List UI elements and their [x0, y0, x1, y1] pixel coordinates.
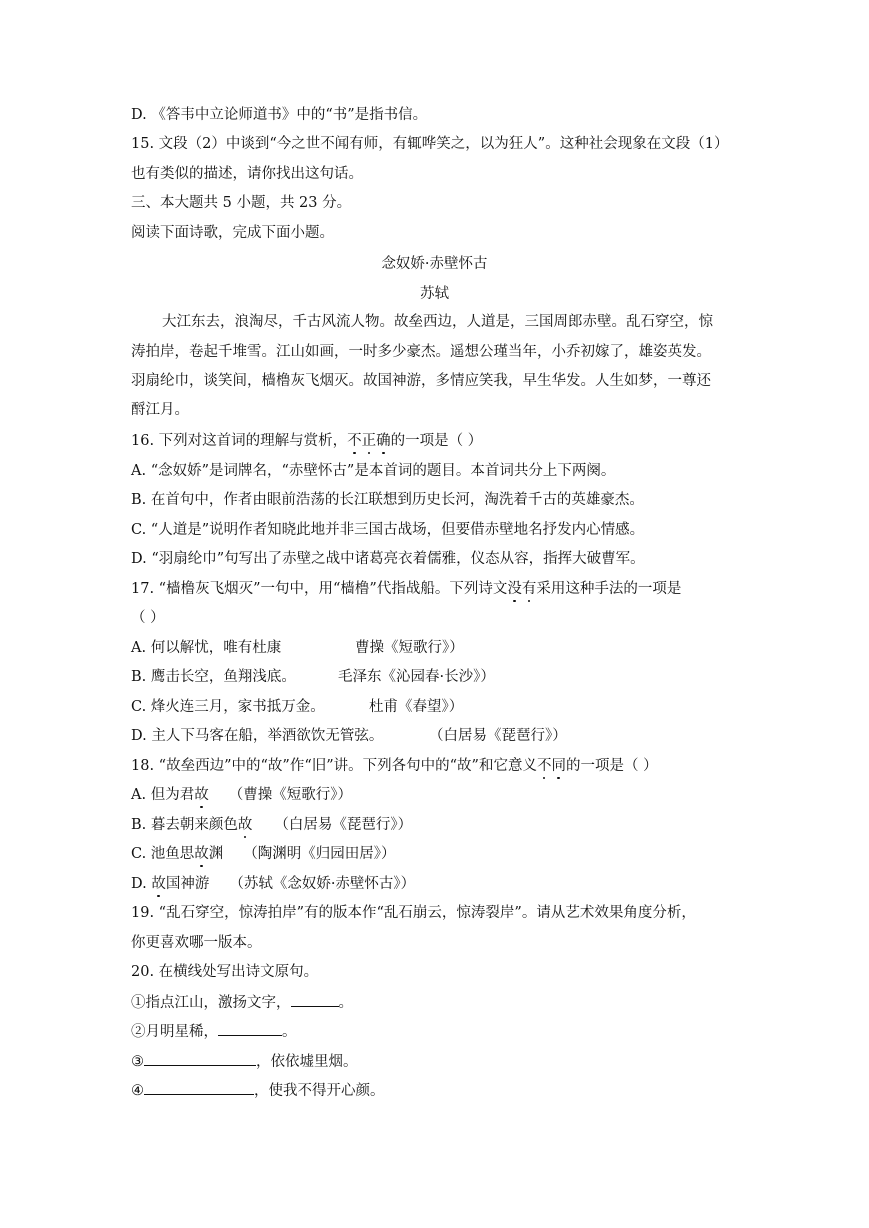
poem-line-1: 大江东去，浪淘尽，千古风流人物。故垒西边，人道是，三国周郎赤壁。乱石穿空，惊 — [162, 314, 713, 330]
q18-c-text-2: 渊 — [208, 846, 224, 862]
q16-option-d: D. “羽扇纶巾”句写出了赤壁之战中诸葛亮衣着儒雅，仪态从容，指挥大破曹军。 — [131, 551, 645, 567]
q18-d-label: D. — [131, 876, 152, 892]
q20-3-text: ，依依墟里烟。 — [256, 1054, 358, 1070]
q18-c-text: C. 池鱼思 — [131, 846, 195, 862]
emphasis-char: 不 — [347, 433, 362, 449]
question-16-stem — [131, 431, 738, 451]
question-19-line-2: 你更喜欢哪一版本。 — [131, 935, 262, 951]
emphasis-char: 同 — [551, 758, 566, 774]
question-19-line-1: 19. “乱石穿空，惊涛拍岸”有的版本作“乱石崩云，惊涛裂岸”。请从艺术效果角度分析， — [131, 905, 696, 921]
q18-b-source: （白居易《琵琶行》） — [274, 817, 413, 833]
question-15-line-2: 也有类似的描述，请你找出这句话。 — [131, 166, 363, 182]
q18-option-c — [131, 844, 738, 864]
q18-c-source: （陶渊明《归园田居》） — [243, 846, 396, 862]
q17-a-source: 曹操《短歌行》） — [355, 640, 464, 656]
q17-text-a: 17. “樯橹灰飞烟灭”一句中，用“樯橹”代指战船。下列诗文 — [131, 581, 508, 597]
q20-item-2 — [131, 1021, 738, 1042]
option-d-previous: D. 《答韦中立论师道书》中的“书”是指书信。 — [131, 107, 428, 123]
answer-blank[interactable] — [291, 992, 339, 1007]
q18-a-text: A. 但为君 — [131, 787, 195, 803]
q18-option-b — [131, 815, 738, 835]
section-three-heading: 三、本大题共 5 小题，共 23 分。 — [131, 195, 352, 211]
question-15-line-1: 15. 文段（2）中谈到“今之世不闻有师，有辄哗笑之，以为狂人”。这种社会现象在文段（1） — [131, 136, 729, 152]
q17-option-d — [131, 726, 738, 746]
q17-stem-parens: （ ） — [131, 610, 165, 626]
q20-1-text: ①指点江山，激扬文字， — [131, 995, 291, 1011]
poem-title: 念奴娇·赤壁怀古 — [381, 256, 488, 272]
emphasis-char: 有 — [521, 581, 537, 597]
q18-option-d — [131, 874, 738, 894]
q20-item-4 — [131, 1080, 738, 1101]
emphasis-char: 确 — [376, 433, 391, 449]
question-18-stem — [131, 756, 738, 776]
q20-2-end: 。 — [282, 1024, 297, 1040]
q17-option-a — [131, 638, 738, 658]
q18-d-source: （苏轼《念奴娇·赤壁怀古》） — [229, 876, 416, 892]
q20-4-text: ，使我不得开心颜。 — [254, 1083, 385, 1099]
question-17-stem — [131, 579, 738, 599]
q18-b-text: B. 暮去朝来颜色 — [131, 817, 238, 833]
q17-d-source: （白居易《琵琶行》） — [429, 728, 567, 744]
q17-b-source: 毛泽东《沁园春·长沙》） — [338, 669, 495, 685]
emphasis-char: 故 — [151, 876, 166, 892]
poem-author: 苏轼 — [420, 286, 449, 302]
q17-c-source: 杜甫《春望》） — [369, 699, 464, 715]
q16-option-a: A. “念奴娇”是词牌名，“赤壁怀古”是本首词的题目。本首词共分上下两阕。 — [131, 463, 616, 479]
q18-a-source: （曹操《短歌行》） — [228, 787, 352, 803]
emphasis-char: 正 — [361, 433, 377, 449]
emphasis-char: 故 — [194, 787, 209, 803]
q16-option-b: B. 在首句中，作者由眼前浩荡的长江联想到历史长河，淘洗着千古的英雄豪杰。 — [131, 492, 644, 508]
q17-a-text: A. 何以解忧，唯有杜康 — [131, 640, 282, 656]
answer-blank[interactable] — [144, 1051, 256, 1066]
poem-line-4: 酹江月。 — [131, 402, 189, 418]
q17-text-d: 采用这种手法的一项是 — [536, 581, 682, 597]
answer-blank[interactable] — [218, 1021, 282, 1036]
answer-blank[interactable] — [144, 1080, 254, 1095]
q20-2-text: ②月明星稀， — [131, 1024, 218, 1040]
emphasis-char: 不 — [536, 758, 552, 774]
q18-text-a: 18. “故垒西边”中的“故”作“旧”讲。下列各句中的“故”和它意义 — [131, 758, 537, 774]
q17-d-text: D. 主人下马客在船，举酒欲饮无管弦。 — [131, 728, 384, 744]
q18-option-a — [131, 785, 738, 805]
q20-4-num: ④ — [131, 1083, 144, 1099]
q16-text-e: 的一项是（ ） — [390, 433, 483, 449]
q18-d-text: 国神游 — [165, 876, 210, 892]
emphasis-char: 故 — [194, 846, 209, 862]
q17-c-text: C. 烽火连三月，家书抵万金。 — [131, 699, 325, 715]
q17-option-c — [131, 697, 738, 717]
q16-option-c: C. “人道是”说明作者知晓此地并非三国古战场，但要借赤壁地名抒发内心情感。 — [131, 522, 645, 538]
question-20-stem: 20. 在横线处写出诗文原句。 — [131, 964, 319, 980]
q20-item-3 — [131, 1051, 738, 1072]
q20-1-end: 。 — [338, 995, 353, 1011]
poem-line-2: 涛拍岸，卷起千堆雪。江山如画，一时多少豪杰。遥想公瑾当年，小乔初嫁了，雄姿英发。 — [131, 344, 711, 360]
emphasis-char: 故 — [237, 817, 253, 833]
q20-3-num: ③ — [131, 1054, 144, 1070]
q16-text-a: 16. 下列对这首词的理解与赏析， — [131, 433, 348, 449]
q17-b-text: B. 鹰击长空，鱼翔浅底。 — [131, 669, 296, 685]
emphasis-char: 没 — [507, 581, 522, 597]
q17-option-b — [131, 667, 738, 687]
poem-line-3: 羽扇纶巾，谈笑间，樯橹灰飞烟灭。故国神游，多情应笑我，早生华发。人生如梦，一尊还 — [131, 373, 711, 389]
q18-text-d: 的一项是（ ） — [565, 758, 658, 774]
reading-instruction: 阅读下面诗歌，完成下面小题。 — [131, 225, 334, 241]
q20-item-1 — [131, 992, 738, 1013]
